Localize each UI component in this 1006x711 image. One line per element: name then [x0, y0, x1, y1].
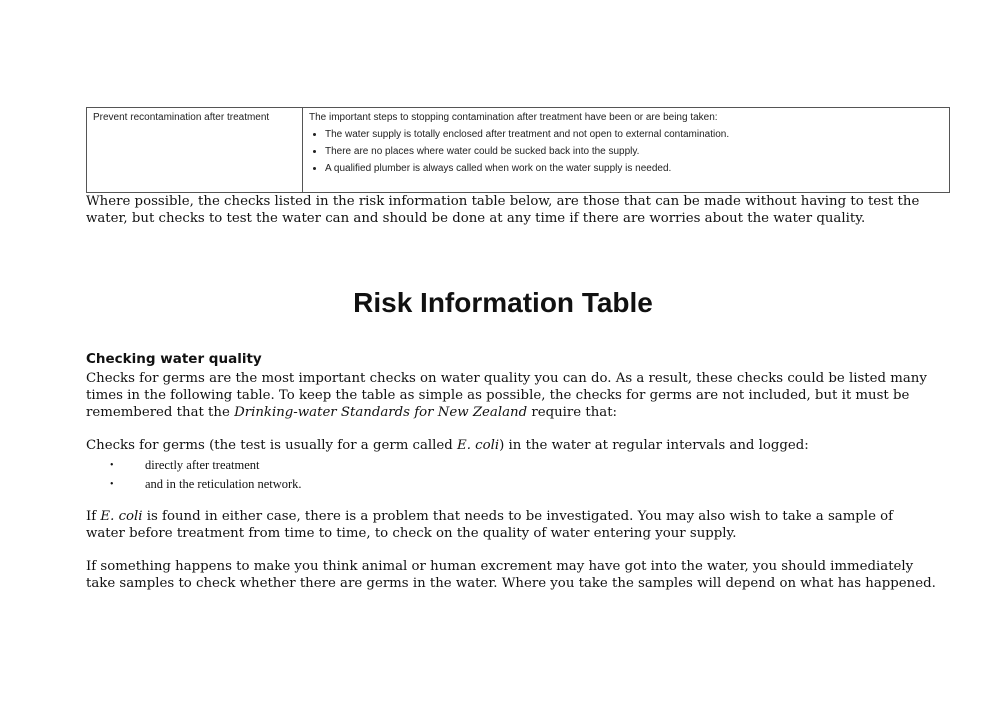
risk-table-fragment	[86, 107, 950, 193]
paragraph-text: ) in the water at regular intervals and logged:	[499, 438, 809, 453]
list-item: • directly after treatment	[110, 456, 302, 475]
paragraph-text: is found in either case, there is a problem that needs to be investigated. You may also wish to take a sample of water before treatment from time to time, to check on the quality of water entering your supply.	[86, 509, 894, 541]
section-heading: Checking water quality	[86, 351, 262, 367]
testing-locations-list	[110, 456, 302, 494]
page-title: Risk Information Table	[353, 287, 653, 318]
organism-name: E. coli	[457, 438, 500, 453]
paragraph-text: Checks for germs (the test is usually for a germ called	[86, 438, 458, 453]
paragraph-ecoli-tests	[86, 437, 936, 454]
standards-title: Drinking-water Standards for New Zealand	[234, 405, 528, 420]
organism-name: E. coli	[100, 509, 143, 524]
table-bullet-list	[309, 129, 943, 174]
paragraph-text: Checks for germs are the most important checks on water quality you can do. As a result, these checks could be listed many times in the following table. To keep the table as simple as possible, the checks for germs are not included, but it must be remembered that the	[86, 371, 927, 420]
paragraph-ecoli-found	[86, 508, 936, 542]
paragraph-text: require that:	[527, 405, 618, 420]
table-row-content	[303, 108, 950, 193]
paragraph-text: If	[86, 509, 101, 524]
intro-paragraph: Where possible, the checks listed in the risk information table below, are those that can be made without having to test the water, but checks to test the water can and should be done at any time if there are worries about the water quality.	[86, 194, 920, 226]
list-item: • There are no places where water could be sucked back into the supply.	[325, 146, 943, 157]
table-row-label: Prevent recontamination after treatment	[87, 108, 303, 193]
table-intro-text: The important steps to stopping contamination after treatment have been or are being taken:	[309, 112, 718, 123]
paragraph-germ-checks	[86, 370, 936, 421]
table-row	[87, 108, 950, 193]
list-item: • and in the reticulation network.	[110, 475, 302, 494]
paragraph-excrement: If something happens to make you think animal or human excrement may have got into the water, you should immediately take samples to check whether there are germs in the water. Where you take the samples will depend on what has happened.	[86, 559, 936, 591]
list-item: • The water supply is totally enclosed after treatment and not open to external contamination.	[325, 129, 943, 140]
list-item: • A qualified plumber is always called when work on the water supply is needed.	[325, 163, 943, 174]
